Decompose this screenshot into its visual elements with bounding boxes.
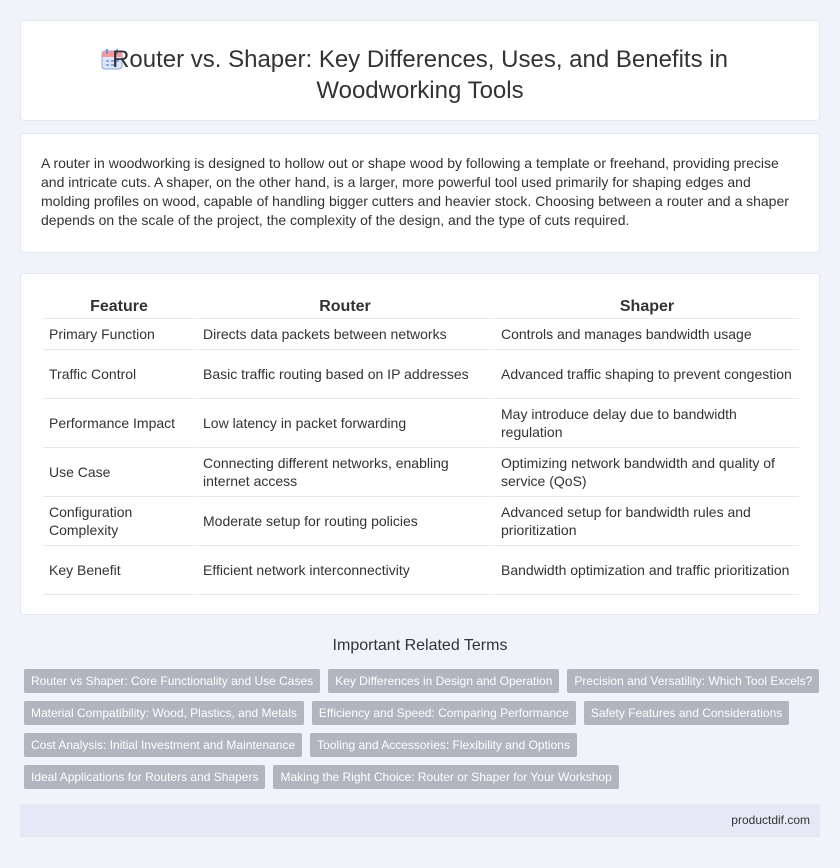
related-term-tag[interactable]: Material Compatibility: Wood, Plastics, and Metals bbox=[24, 701, 304, 725]
comparison-table-card bbox=[20, 273, 820, 615]
table-header-row bbox=[43, 297, 799, 319]
related-term-tag[interactable]: Efficiency and Speed: Comparing Performance bbox=[312, 701, 576, 725]
table-row bbox=[43, 399, 799, 448]
intro-text: A router in woodworking is designed to hollow out or shape wood by following a template or freehand, providing precise and intricate cuts. A shaper, on the other hand, is a larger, more powerful tool used primarily for shaping edges and molding profiles on wood, capable of handling bigger cutters and heavier stock. Choosing between a router and a shaper depends on the scale of the project, the complexity of the design, and the type of cuts required. bbox=[41, 155, 789, 228]
table-cell-shaper: Advanced setup for bandwidth rules and prioritization bbox=[493, 497, 799, 546]
table-cell-shaper: Advanced traffic shaping to prevent congestion bbox=[493, 350, 799, 399]
table-cell-router: Low latency in packet forwarding bbox=[195, 399, 493, 448]
related-term-tag[interactable]: Making the Right Choice: Router or Shaper for Your Workshop bbox=[273, 765, 618, 789]
table-cell-feature: Primary Function bbox=[43, 319, 195, 350]
related-terms-list bbox=[24, 669, 824, 797]
table-cell-router: Moderate setup for routing policies bbox=[195, 497, 493, 546]
tag-row bbox=[24, 669, 824, 693]
related-term-tag[interactable]: Precision and Versatility: Which Tool Excels? bbox=[567, 669, 819, 693]
related-term-tag[interactable]: Key Differences in Design and Operation bbox=[328, 669, 559, 693]
related-term-tag[interactable]: Ideal Applications for Routers and Shapers bbox=[24, 765, 265, 789]
tag-row bbox=[24, 765, 824, 789]
footer bbox=[20, 804, 820, 837]
table-cell-feature: Performance Impact bbox=[43, 399, 195, 448]
table-cell-router: Efficient network interconnectivity bbox=[195, 546, 493, 595]
intro-card bbox=[20, 133, 820, 253]
related-term-tag[interactable]: Router vs Shaper: Core Functionality and Use Cases bbox=[24, 669, 320, 693]
related-term-tag[interactable]: Cost Analysis: Initial Investment and Maintenance bbox=[24, 733, 302, 757]
table-row bbox=[43, 448, 799, 497]
column-header-shaper: Shaper bbox=[493, 297, 799, 319]
table-cell-feature: Key Benefit bbox=[43, 546, 195, 595]
table-cell-shaper: Controls and manages bandwidth usage bbox=[493, 319, 799, 350]
footer-site-link[interactable]: productdif.com bbox=[731, 813, 810, 827]
table-cell-feature: Use Case bbox=[43, 448, 195, 497]
table-cell-feature: Traffic Control bbox=[43, 350, 195, 399]
table-row bbox=[43, 350, 799, 399]
table-cell-router: Connecting different networks, enabling internet access bbox=[195, 448, 493, 497]
related-term-tag[interactable]: Tooling and Accessories: Flexibility and Options bbox=[310, 733, 577, 757]
table-cell-router: Basic traffic routing based on IP addresses bbox=[195, 350, 493, 399]
table-cell-feature: Configuration Complexity bbox=[43, 497, 195, 546]
table-cell-shaper: May introduce delay due to bandwidth regulation bbox=[493, 399, 799, 448]
header-card bbox=[20, 20, 820, 121]
related-term-tag[interactable]: Safety Features and Considerations bbox=[584, 701, 789, 725]
page-title: Router vs. Shaper: Key Differences, Uses, and Benefits in Woodworking Tools bbox=[112, 46, 728, 104]
table-cell-shaper: Optimizing network bandwidth and quality of service (QoS) bbox=[493, 448, 799, 497]
related-terms-heading: Important Related Terms bbox=[332, 637, 508, 654]
table-row bbox=[43, 546, 799, 595]
column-header-feature: Feature bbox=[43, 297, 195, 319]
table-row bbox=[43, 497, 799, 546]
tag-row bbox=[24, 733, 824, 757]
comparison-table bbox=[43, 297, 799, 595]
tag-row bbox=[24, 701, 824, 725]
table-cell-shaper: Bandwidth optimization and traffic prioritization bbox=[493, 546, 799, 595]
column-header-router: Router bbox=[195, 297, 493, 319]
table-row bbox=[43, 319, 799, 350]
table-cell-router: Directs data packets between networks bbox=[195, 319, 493, 350]
